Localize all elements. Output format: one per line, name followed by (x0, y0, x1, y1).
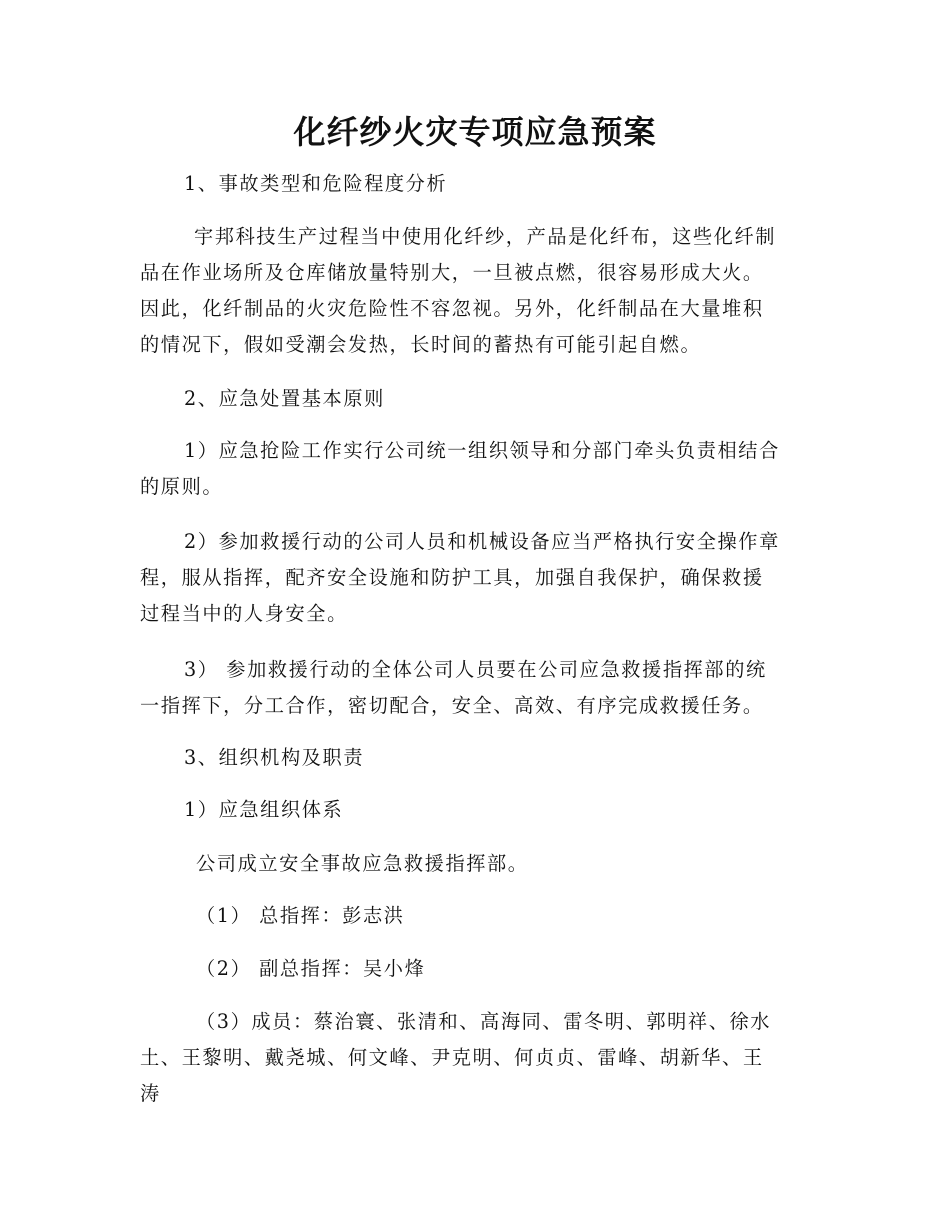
text-line: （3）成员：蔡治寰、张清和、高海同、雷冬明、郭明祥、徐水 (196, 1010, 772, 1033)
members-item (140, 1004, 810, 1112)
section-heading-1 (140, 166, 810, 202)
text-line: 1）应急抢险工作实行公司统一组织领导和分部门牵头负责相结合 (184, 439, 780, 462)
text-line: 宇邦科技生产过程当中使用化纤纱，产品是化纤布，这些化纤制 (194, 225, 777, 248)
text-line: 公司成立安全事故应急救援指挥部。 (196, 852, 529, 875)
text-line: 2、应急处置基本原则 (184, 387, 385, 410)
subsection-heading (140, 792, 810, 828)
text-line: 的原则。 (140, 475, 224, 498)
text-line: （1） 总指挥：彭志洪 (196, 904, 405, 927)
text-line: 的情况下，假如受潮会发热，长时间的蓄热有可能引起自燃。 (140, 333, 702, 356)
text-line: 1）应急组织体系 (184, 798, 344, 821)
principle-2-paragraph (140, 524, 810, 632)
text-line: 一指挥下，分工合作，密切配合，安全、高效、有序完成救援任务。 (140, 694, 764, 717)
text-line: 因此，化纤制品的火灾危险性不容忽视。另外，化纤制品在大量堆积 (140, 297, 764, 320)
chief-commander-item (140, 898, 810, 934)
text-line: 过程当中的人身安全。 (140, 602, 348, 625)
section-heading-3 (140, 740, 810, 776)
deputy-commander-item (140, 951, 810, 987)
document-title: 化纤纱火灾专项应急预案 (293, 113, 657, 151)
organization-paragraph (140, 846, 810, 882)
text-line: 1、事故类型和危险程度分析 (184, 172, 448, 195)
text-line: 土、王黎明、戴尧城、何文峰、尹克明、何贞贞、雷峰、胡新华、王 (140, 1046, 764, 1069)
text-line: 3、组织机构及职责 (184, 746, 365, 769)
text-line: 涛 (140, 1082, 161, 1105)
section-1-paragraph (140, 219, 810, 363)
section-heading-2 (140, 381, 810, 417)
text-line: 程，服从指挥，配齐安全设施和防护工具，加强自我保护，确保救援 (140, 566, 764, 589)
text-line: （2） 副总指挥：吴小烽 (196, 957, 426, 980)
text-line: 2）参加救援行动的公司人员和机械设备应当严格执行安全操作章 (184, 530, 780, 553)
text-line: 品在作业场所及仓库储放量特别大，一旦被点燃，很容易形成大火。 (140, 261, 764, 284)
principle-1-paragraph (140, 433, 810, 505)
principle-3-paragraph (140, 652, 810, 724)
text-line: 3） 参加救援行动的全体公司人员要在公司应急救援指挥部的统 (184, 658, 767, 681)
